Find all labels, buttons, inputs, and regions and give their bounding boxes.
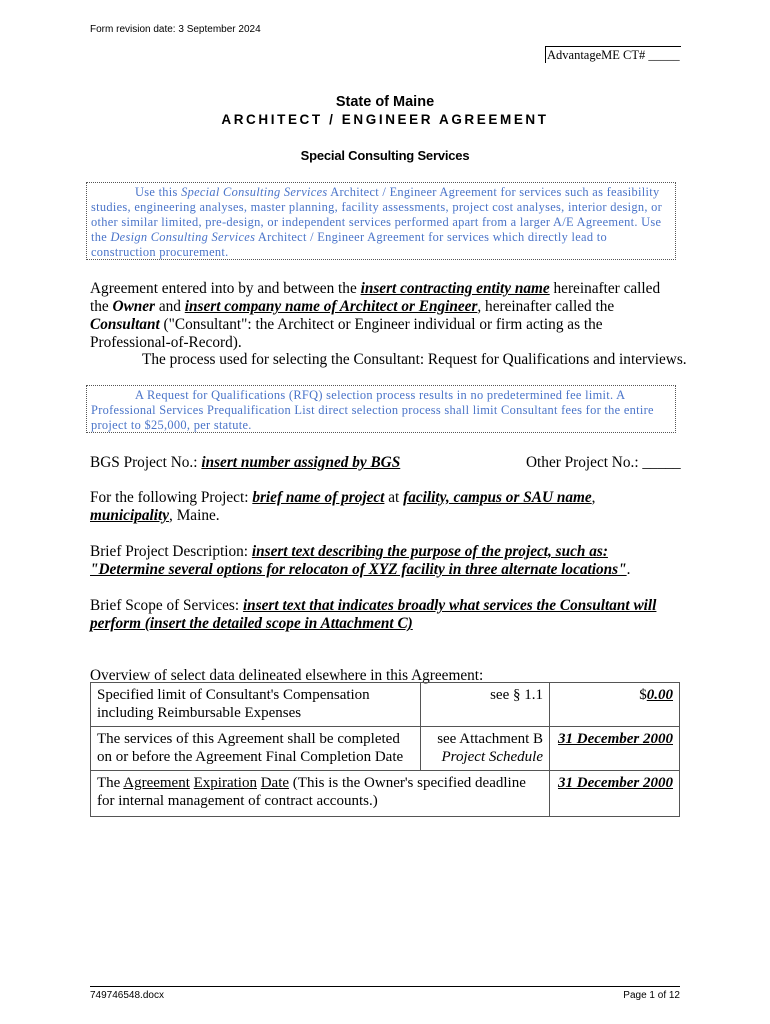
instruction-note-1: Use this Special Consulting Services Architect / Engineer Agreement for services such as feasibility studies, engineering analyses, master planning, facility assessments, project cost analyses, interior design, or other similar limited, pre-design, or independent services performed apart from a larger A/E Agreement. Use the Design Consulting Services Architect / Engineer Agreement for services which directly lead to construction procurement.	[86, 182, 676, 260]
agreement-title: ARCHITECT / ENGINEER AGREEMENT	[221, 112, 549, 127]
expiration-date	[550, 771, 680, 817]
expiration-date-field[interactable]: 31 December 2000	[558, 775, 673, 791]
company-name-field[interactable]: insert company name of Architect or Engineer	[184, 298, 478, 315]
overview-heading: Overview of select data delineated elsewhere in this Agreement:	[90, 667, 484, 684]
compensation-reference: see § 1.1	[421, 683, 550, 727]
scope-field[interactable]: insert text that indicates broadly what services the Consultant will perform (insert the detailed scope in Attachment C)	[90, 597, 657, 632]
overview-table	[90, 682, 680, 817]
compensation-amount: $0.00	[550, 683, 680, 727]
selection-process: The process used for selecting the Consultant: Request for Qualifications and interviews.	[142, 351, 687, 368]
table-row	[91, 683, 680, 727]
municipality-field[interactable]: municipality	[90, 507, 170, 524]
completion-label: The services of this Agreement shall be completed on or before the Agreement Final Completion Date	[91, 727, 421, 771]
other-project-blank[interactable]: _____	[642, 454, 681, 471]
bgs-number-field[interactable]: insert number assigned by BGS	[201, 454, 401, 471]
advantage-label: AdvantageME CT#	[547, 48, 649, 62]
state-title: State of Maine	[335, 94, 435, 110]
agreement-parties-paragraph: Agreement entered into by and between the insert contracting entity name hereinafter called the Owner and insert company name of Architect or Engineer, hereinafter called the Consultant ("Consultant": the Architect or Engineer individual or firm acting as the Professional-of-Record).	[90, 280, 661, 351]
footer-filename: 749746548.docx	[90, 990, 164, 1001]
facility-field[interactable]: facility, campus or SAU name	[403, 489, 592, 506]
compensation-amount-field[interactable]: 0.00	[646, 687, 673, 703]
form-revision-date: Form revision date: 3 September 2024	[90, 24, 261, 35]
contracting-entity-field[interactable]: insert contracting entity name	[360, 280, 550, 297]
project-description-field[interactable]: insert text describing the purpose of the project, such as: "Determine several options for relocaton of XYZ facility in three alternate locations"	[90, 543, 627, 578]
project-name-field[interactable]: brief name of project	[252, 489, 385, 506]
project-paragraph: For the following Project: brief name of project at facility, campus or SAU name, municipality, Maine.	[90, 489, 596, 524]
instruction-note-2: A Request for Qualifications (RFQ) selection process results in no predetermined fee limit. A Professional Services Prequalification List direct selection process shall limit Consultant fees for the entire project to $25,000, per statute.	[86, 385, 676, 433]
advantage-blank: _____	[648, 48, 680, 62]
advantage-ct-number	[545, 46, 681, 63]
completion-reference: see Attachment B Project Schedule	[421, 727, 550, 771]
expiration-label: The Agreement Expiration Date (This is the Owner's specified deadline for internal management of contract accounts.)	[91, 771, 550, 817]
footer-divider	[90, 986, 680, 987]
compensation-label: Specified limit of Consultant's Compensation including Reimbursable Expenses	[91, 683, 421, 727]
footer-page-number: Page 1 of 12	[623, 990, 680, 1001]
bgs-project-number: BGS Project No.: insert number assigned by BGS	[90, 454, 401, 471]
other-project-number: Other Project No.: _____	[526, 454, 681, 471]
table-row	[91, 727, 680, 771]
table-row	[91, 771, 680, 817]
scope-of-services: Brief Scope of Services: insert text that indicates broadly what services the Consultant will perform (insert the detailed scope in Attachment C)	[90, 597, 657, 632]
completion-date	[550, 727, 680, 771]
agreement-subtitle: Special Consulting Services	[300, 148, 470, 163]
project-description: Brief Project Description: insert text describing the purpose of the project, such as: "Determine several options for relocaton of XYZ facility in three alternate locations".	[90, 543, 631, 578]
completion-date-field[interactable]: 31 December 2000	[558, 731, 673, 747]
